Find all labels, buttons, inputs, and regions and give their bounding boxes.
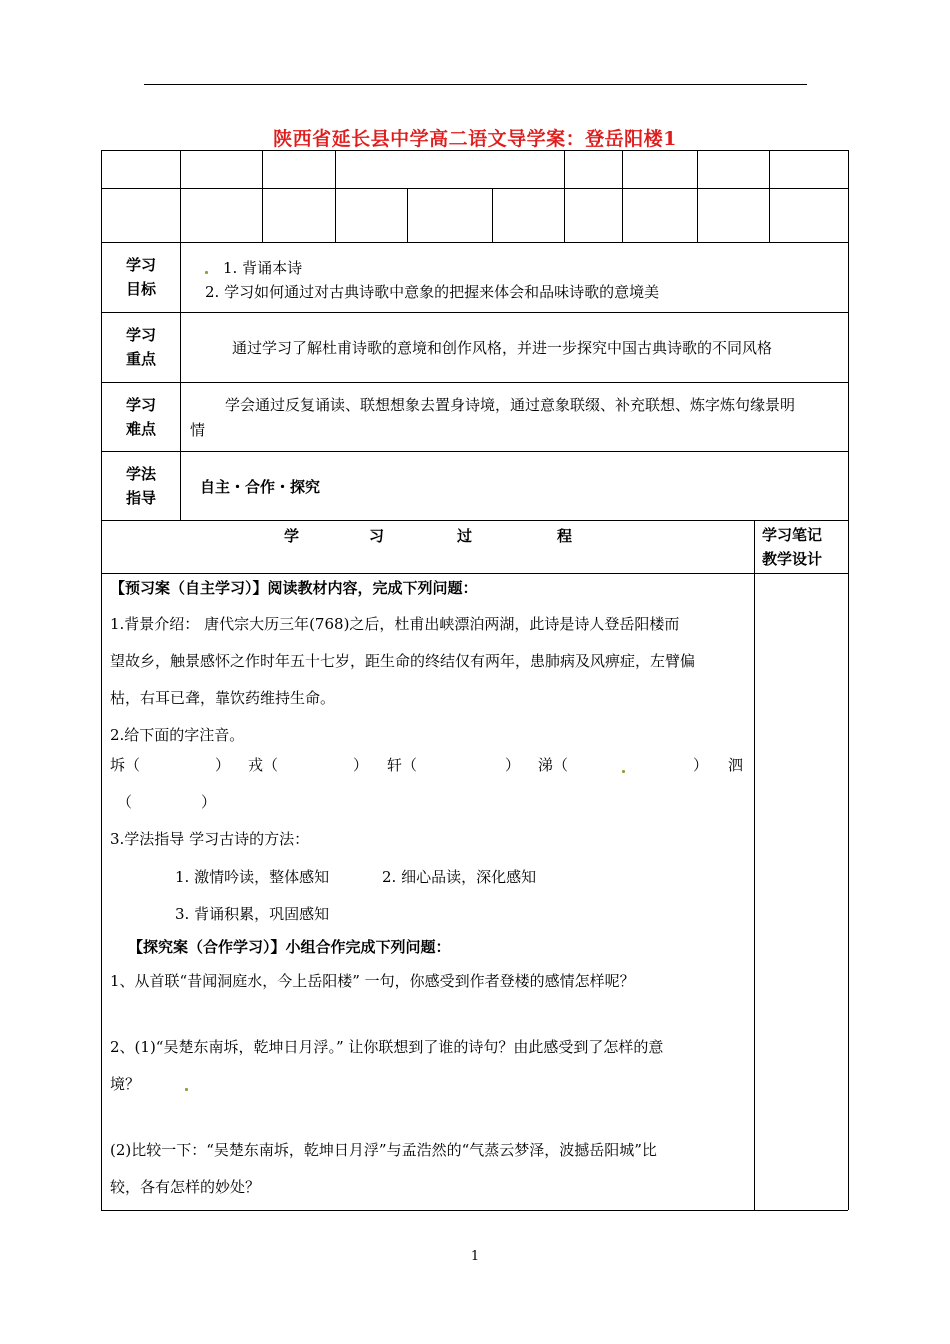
- question-2-line-1: 2、(1)“吴楚东南坼，乾坤日月浮。” 让你联想到了谁的诗句？由此感受到了怎样的意: [110, 1038, 664, 1056]
- grid-line: [101, 188, 848, 189]
- notes-heading-1: 学习笔记: [762, 526, 823, 544]
- mark-dot: [205, 271, 208, 274]
- phonetic-item: （: [117, 793, 133, 811]
- method-label: 学法 指导: [125, 465, 156, 507]
- lesson-table: [101, 150, 848, 1210]
- explore-heading: 【探究案（合作学习）】小组合作完成下列问题：: [128, 938, 451, 956]
- question-1: 1、从首联“昔闻洞庭水，今上岳阳楼” 一句，你感受到作者登楼的感情怎样呢？: [110, 972, 635, 990]
- grid-line: [180, 150, 181, 242]
- background-line-2: 望故乡，触景感怀之作时年五十七岁，距生命的终结仅有两年，患肺病及风痹症，左臂偏: [110, 652, 696, 670]
- table-border-top: [101, 150, 848, 151]
- mark-dot: [622, 770, 625, 773]
- grid-line: [262, 150, 263, 242]
- process-char: 学: [284, 527, 300, 545]
- phonetic-item: 坼（: [110, 756, 141, 774]
- row-divider: [101, 451, 848, 452]
- background-line-1: 1.背景介绍： 唐代宗大历三年(768)之后，杜甫出峡漂泊两湖，此诗是诗人登岳阳楼而: [110, 615, 680, 633]
- grid-line: [697, 150, 698, 242]
- header-rule: [144, 84, 807, 85]
- mark-dot: [185, 1088, 188, 1091]
- row-divider: [101, 520, 848, 521]
- grid-line: [101, 242, 848, 243]
- phonetic-item: 涕（: [538, 756, 569, 774]
- goal-1: 1. 背诵本诗: [223, 259, 303, 277]
- difficulty-line-1: 学会通过反复诵读、联想想象去置身诗境，通过意象联缀、补充联想、炼字炼句缘景明: [225, 396, 796, 414]
- grid-line: [492, 188, 493, 242]
- phonetic-item: 泗: [728, 756, 744, 774]
- row-divider: [101, 382, 848, 383]
- process-char: 习: [369, 527, 385, 545]
- grid-line: [407, 188, 408, 242]
- phonetic-heading: 2.给下面的字注音。: [110, 726, 245, 744]
- notes-divider: [754, 520, 755, 1210]
- difficulty-line-2: 情: [190, 421, 206, 439]
- method-guidance: 3.学法指导 学习古诗的方法：: [110, 830, 310, 848]
- method-step-3: 3. 背诵积累，巩固感知: [175, 905, 330, 923]
- row-divider: [101, 573, 848, 574]
- goals-label: 学习 目标: [125, 256, 156, 298]
- grid-line: [335, 150, 336, 242]
- page-title: 陕西省延长县中学高二语文导学案：登岳阳楼1: [273, 128, 677, 150]
- phonetic-item: ）: [201, 793, 217, 811]
- method-step-1: 1. 激情吟读，整体感知: [175, 868, 330, 886]
- focus-label: 学习 重点: [125, 326, 156, 368]
- table-border-bottom: [101, 1210, 848, 1211]
- notes-heading-2: 教学设计: [762, 550, 823, 568]
- difficulty-label: 学习 难点: [125, 396, 156, 438]
- phonetic-item: ）: [353, 756, 369, 774]
- grid-line: [564, 150, 565, 242]
- phonetic-item: ）: [505, 756, 521, 774]
- row-divider: [101, 312, 848, 313]
- phonetic-item: 轩（: [387, 756, 418, 774]
- phonetic-item: ）: [215, 756, 231, 774]
- process-char: 过: [457, 527, 473, 545]
- phonetic-item: 戎（: [248, 756, 279, 774]
- focus-text: 通过学习了解杜甫诗歌的意境和创作风格，并进一步探究中国古典诗歌的不同风格: [232, 339, 773, 357]
- method-text: 自主・合作・探究: [200, 478, 321, 496]
- preview-heading: 【预习案（自主学习）】阅读教材内容，完成下列问题：: [110, 579, 478, 597]
- background-line-3: 枯，右耳已聋，靠饮药维持生命。: [110, 689, 336, 707]
- grid-line: [622, 150, 623, 242]
- table-border-left: [101, 150, 102, 1210]
- table-border-right: [848, 150, 849, 1210]
- question-3-line-2: 较，各有怎样的妙处？: [110, 1178, 261, 1196]
- question-3-line-1: (2)比较一下：“吴楚东南坼，乾坤日月浮”与孟浩然的“气蒸云梦泽，波撼岳阳城”比: [110, 1141, 657, 1159]
- goal-2: 2. 学习如何通过对古典诗歌中意象的把握来体会和品味诗歌的意境美: [205, 283, 660, 301]
- label-divider: [180, 242, 181, 520]
- grid-line: [769, 150, 770, 242]
- page-number: 1: [470, 1249, 480, 1264]
- process-char: 程: [557, 527, 573, 545]
- method-step-2: 2. 细心品读，深化感知: [382, 868, 537, 886]
- phonetic-item: ）: [693, 756, 709, 774]
- question-2-line-2: 境？: [110, 1075, 141, 1093]
